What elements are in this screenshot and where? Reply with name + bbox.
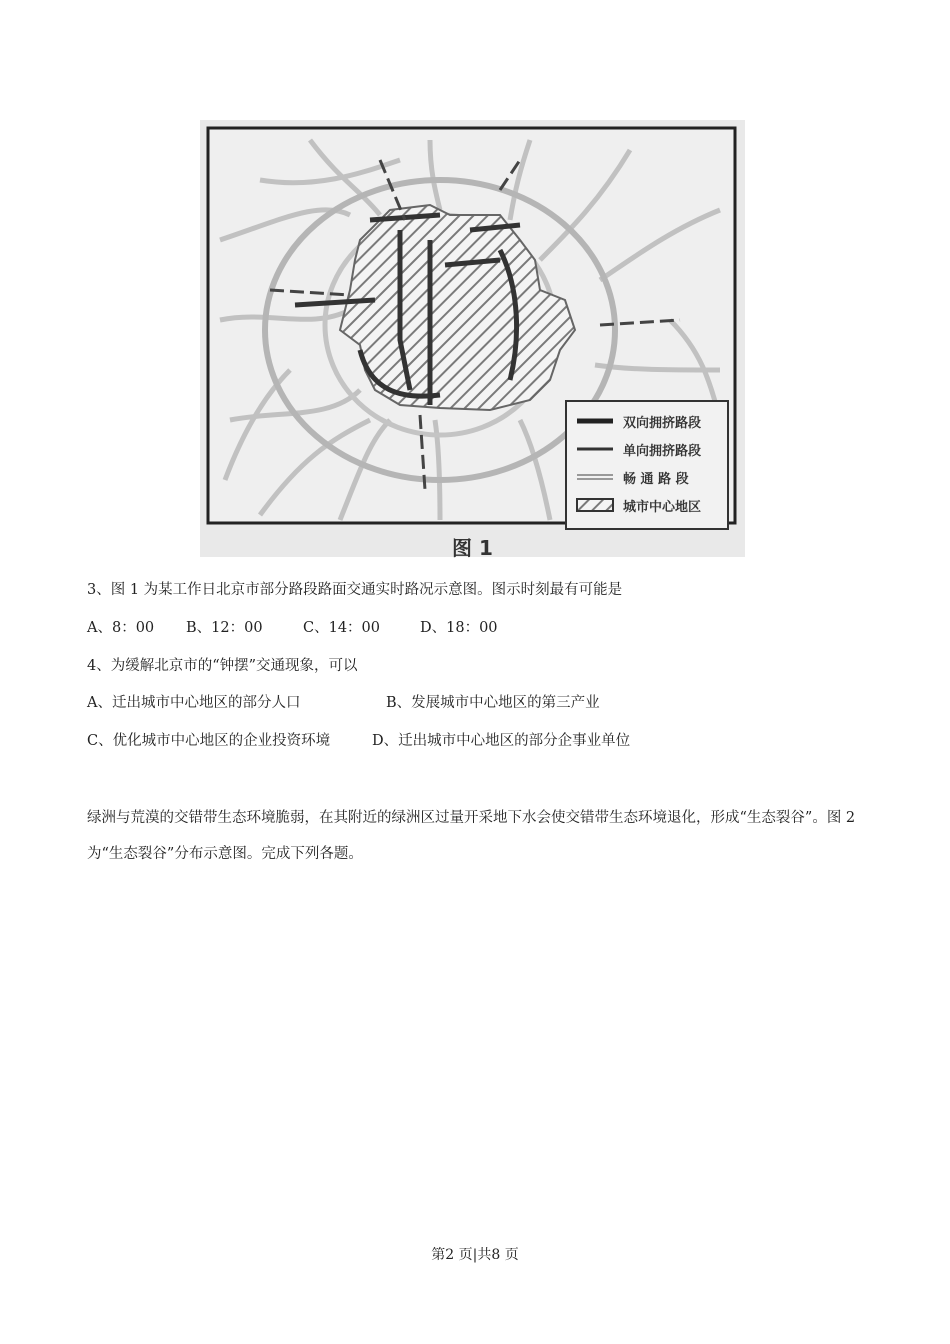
- legend-label: 畅 通 路 段: [623, 471, 689, 487]
- legend-item: [575, 410, 701, 432]
- page-footer: 第2 页|共8 页: [431, 1247, 519, 1263]
- figure-1: [200, 120, 745, 560]
- question-3-stem: 3、图 1 为某工作日北京市部分路段路面交通实时路况示意图。图示时刻最有可能是: [87, 582, 623, 598]
- legend-label: 城市中心地区: [623, 499, 702, 515]
- legend-item: [575, 494, 701, 516]
- q4-option-c: C、优化城市中心地区的企业投资环境: [87, 733, 331, 749]
- q4-option-a: A、迁出城市中心地区的部分人口: [87, 695, 301, 711]
- map-legend: [565, 400, 729, 530]
- question-4-stem: 4、为缓解北京市的“钟摆”交通现象，可以: [87, 658, 358, 674]
- passage-text: 绿洲与荒漠的交错带生态环境脆弱，在其附近的绿洲区过量开采地下水会使交错带生态环境退化，形成“生态裂谷”。图 2 为“生态裂谷”分布示意图。完成下列各题。: [87, 810, 856, 862]
- figure-caption: 图 1: [452, 536, 493, 560]
- q4-option-d: D、迁出城市中心地区的部分企事业单位: [372, 733, 631, 749]
- q3-option-d: D、18：00: [420, 620, 498, 636]
- legend-label: 双向拥挤路段: [623, 415, 702, 431]
- thin-dark-line-icon: [575, 444, 615, 454]
- legend-item: [575, 438, 701, 460]
- legend-label: 单向拥挤路段: [623, 443, 702, 459]
- hatched-box-icon: [575, 498, 615, 512]
- q4-option-b: B、发展城市中心地区的第三产业: [386, 695, 600, 711]
- thick-dark-line-icon: [575, 416, 615, 426]
- q3-option-b: B、12：00: [186, 620, 263, 636]
- traffic-map: [200, 120, 745, 557]
- legend-item: [575, 466, 689, 488]
- double-gray-line-icon: [575, 472, 615, 482]
- q3-option-c: C、14：00: [303, 620, 380, 636]
- q3-option-a: A、8：00: [87, 620, 155, 636]
